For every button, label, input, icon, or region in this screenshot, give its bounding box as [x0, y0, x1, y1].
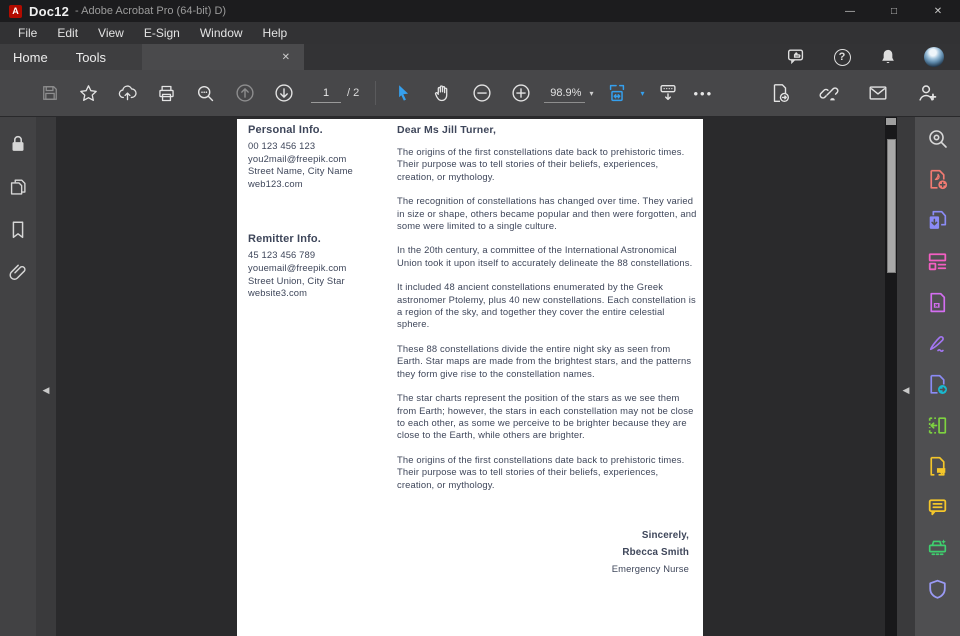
content-area	[0, 117, 960, 636]
menu-esign[interactable]: E-Sign	[143, 26, 180, 40]
toolbar-divider	[375, 81, 376, 105]
protect-shield-icon[interactable]	[924, 577, 951, 602]
attachments-paperclip-icon[interactable]	[5, 260, 31, 286]
personal-info-phone: 00 123 456 123	[248, 140, 316, 151]
page-thumbnails-icon[interactable]	[5, 174, 31, 200]
letter-paragraph: These 88 constellations divide the entire night sky as seen from Earth. Star maps are made from the brightest stars, and the patterns they form give rise to the constellation names.	[397, 342, 692, 379]
notifications-bell-icon[interactable]	[876, 45, 900, 69]
tab-tools[interactable]: Tools	[75, 49, 107, 65]
fit-width-icon[interactable]	[602, 78, 632, 108]
help-icon[interactable]: ?	[830, 45, 854, 69]
left-navigation-rail	[0, 117, 36, 636]
comment-icon[interactable]	[924, 495, 951, 520]
combine-files-icon[interactable]	[924, 208, 951, 233]
scrollbar-top-button[interactable]	[886, 118, 896, 125]
tab-document[interactable]	[142, 44, 304, 70]
page-number-input[interactable]	[311, 83, 341, 103]
document-viewer[interactable]	[56, 117, 885, 636]
letter-paragraph: The recognition of constellations has changed over time. They varied in size or shape, others became popular and then were forgotten, and some were limited to a single culture.	[397, 195, 697, 232]
feedback-icon[interactable]	[784, 45, 808, 69]
select-tool-icon[interactable]	[389, 78, 419, 108]
app-title: - Adobe Acrobat Pro (64-bit) D)	[75, 5, 227, 17]
fill-sign-pen-icon[interactable]	[924, 331, 951, 356]
tab-bar	[0, 44, 960, 70]
menu-window[interactable]: Window	[199, 26, 243, 40]
letter-paragraph: It included 48 ancient constellations enumerated by the Greek astronomer Ptolemy, plus 40 new constellations. Each constellation is a region of the sky, and together they cover the entire celestial sphere.	[397, 281, 696, 330]
organize-pages-icon[interactable]	[924, 413, 951, 438]
menu-bar	[0, 22, 960, 44]
previous-page-icon[interactable]	[230, 78, 260, 108]
right-tools-rail	[915, 117, 960, 636]
bookmarks-icon[interactable]	[5, 217, 31, 243]
letter-closing: Sincerely,	[641, 529, 689, 541]
right-panel-strip	[897, 117, 915, 636]
share-cloud-icon[interactable]	[113, 78, 143, 108]
pdf-page	[237, 119, 703, 636]
zoom-caret-icon[interactable]: ▾	[589, 88, 594, 98]
menu-edit[interactable]: Edit	[57, 26, 79, 40]
signature-name: Rbecca Smith	[622, 546, 689, 558]
title-bar	[0, 0, 960, 22]
scrollbar-thumb[interactable]	[887, 139, 896, 273]
page-number-field[interactable]	[311, 84, 341, 103]
find-text-icon[interactable]	[924, 127, 951, 151]
zoom-out-icon[interactable]	[467, 78, 497, 108]
email-icon[interactable]	[863, 78, 893, 108]
main-toolbar	[0, 70, 960, 117]
personal-info-website: web123.com	[248, 177, 303, 189]
star-icon[interactable]	[74, 78, 104, 108]
left-collapse-arrow-icon[interactable]: ◀	[42, 385, 50, 395]
more-tools-icon[interactable]: •••	[693, 85, 714, 101]
next-page-icon[interactable]	[269, 78, 299, 108]
person-add-icon[interactable]	[912, 78, 942, 108]
remitter-info-address: Street Union, City Star	[248, 274, 345, 286]
hand-tool-icon[interactable]	[428, 78, 458, 108]
right-collapse-arrow-icon[interactable]: ◀	[902, 385, 910, 395]
vertical-scrollbar[interactable]	[885, 117, 897, 636]
menu-help[interactable]: Help	[262, 26, 288, 40]
remitter-info-email: youemail@freepik.com	[248, 261, 347, 273]
print-icon[interactable]	[152, 78, 182, 108]
send-for-comments-icon[interactable]	[924, 454, 951, 479]
personal-info-email: you2mail@freepik.com	[248, 152, 347, 164]
export-pdf-action-icon[interactable]	[765, 78, 795, 108]
create-pdf-icon[interactable]	[924, 167, 951, 192]
tab-home[interactable]: Home	[13, 49, 48, 65]
export-image-icon[interactable]	[924, 290, 951, 315]
personal-info-block	[248, 124, 388, 190]
remitter-info-block	[248, 233, 388, 299]
personal-info-address: Street Name, City Name	[248, 165, 353, 177]
zoom-in-icon[interactable]	[506, 78, 536, 108]
signature-title: Emergency Nurse	[611, 562, 689, 574]
menu-file[interactable]: File	[18, 26, 38, 40]
share-link-icon[interactable]	[814, 78, 844, 108]
fit-width-caret-icon[interactable]: ▾	[640, 88, 645, 98]
remitter-info-website: website3.com	[248, 287, 308, 299]
security-lock-icon[interactable]	[5, 131, 31, 157]
remitter-info-heading: Remitter Info.	[248, 233, 321, 246]
collapse-toolbar-icon[interactable]	[653, 78, 683, 108]
user-avatar[interactable]	[922, 45, 946, 69]
avatar-image	[924, 47, 944, 67]
edit-pdf-icon[interactable]	[924, 249, 951, 274]
menu-view[interactable]: View	[98, 26, 124, 40]
letter-paragraph: The star charts represent the position of the stars as we see them from Earth; however, the stars in each constellation may not be close to each other, as some we perceive to be brighter because they are close to the Earth, while others are brighter.	[397, 392, 694, 441]
personal-info-heading: Personal Info.	[248, 124, 323, 136]
document-name: Doc12	[29, 3, 70, 19]
maximize-button[interactable]: □	[890, 5, 898, 17]
tab-close-icon[interactable]: ✕	[281, 51, 291, 63]
minimize-button[interactable]: —	[845, 5, 855, 17]
search-icon[interactable]	[191, 78, 221, 108]
export-pdf-icon[interactable]	[924, 372, 951, 397]
letter-paragraph: The origins of the first constellations date back to prehistoric times. Their purpose was to tell stories of their beliefs, experiences, creation, or mythology.	[397, 453, 685, 490]
letter-paragraph: In the 20th century, a committee of the International Astronomical Union took it upon itself to accurately delineate the 88 constellations.	[397, 244, 693, 268]
acrobat-logo-icon: A	[9, 5, 22, 18]
signature-block	[397, 527, 697, 577]
letter-salutation: Dear Ms Jill Turner,	[397, 124, 497, 136]
save-icon[interactable]	[35, 78, 65, 108]
scan-ocr-printer-icon[interactable]	[924, 536, 951, 561]
remitter-info-phone: 45 123 456 789	[248, 249, 316, 261]
zoom-level-value[interactable]: 98.9%	[544, 84, 585, 103]
left-panel-strip	[36, 117, 56, 636]
letter-paragraph: The origins of the first constellations date back to prehistoric times. Their purpose was to tell stories of their beliefs, experiences, creation, or mythology.	[397, 146, 685, 182]
close-button[interactable]: ✕	[933, 5, 943, 17]
page-total-label: / 2	[347, 87, 360, 99]
